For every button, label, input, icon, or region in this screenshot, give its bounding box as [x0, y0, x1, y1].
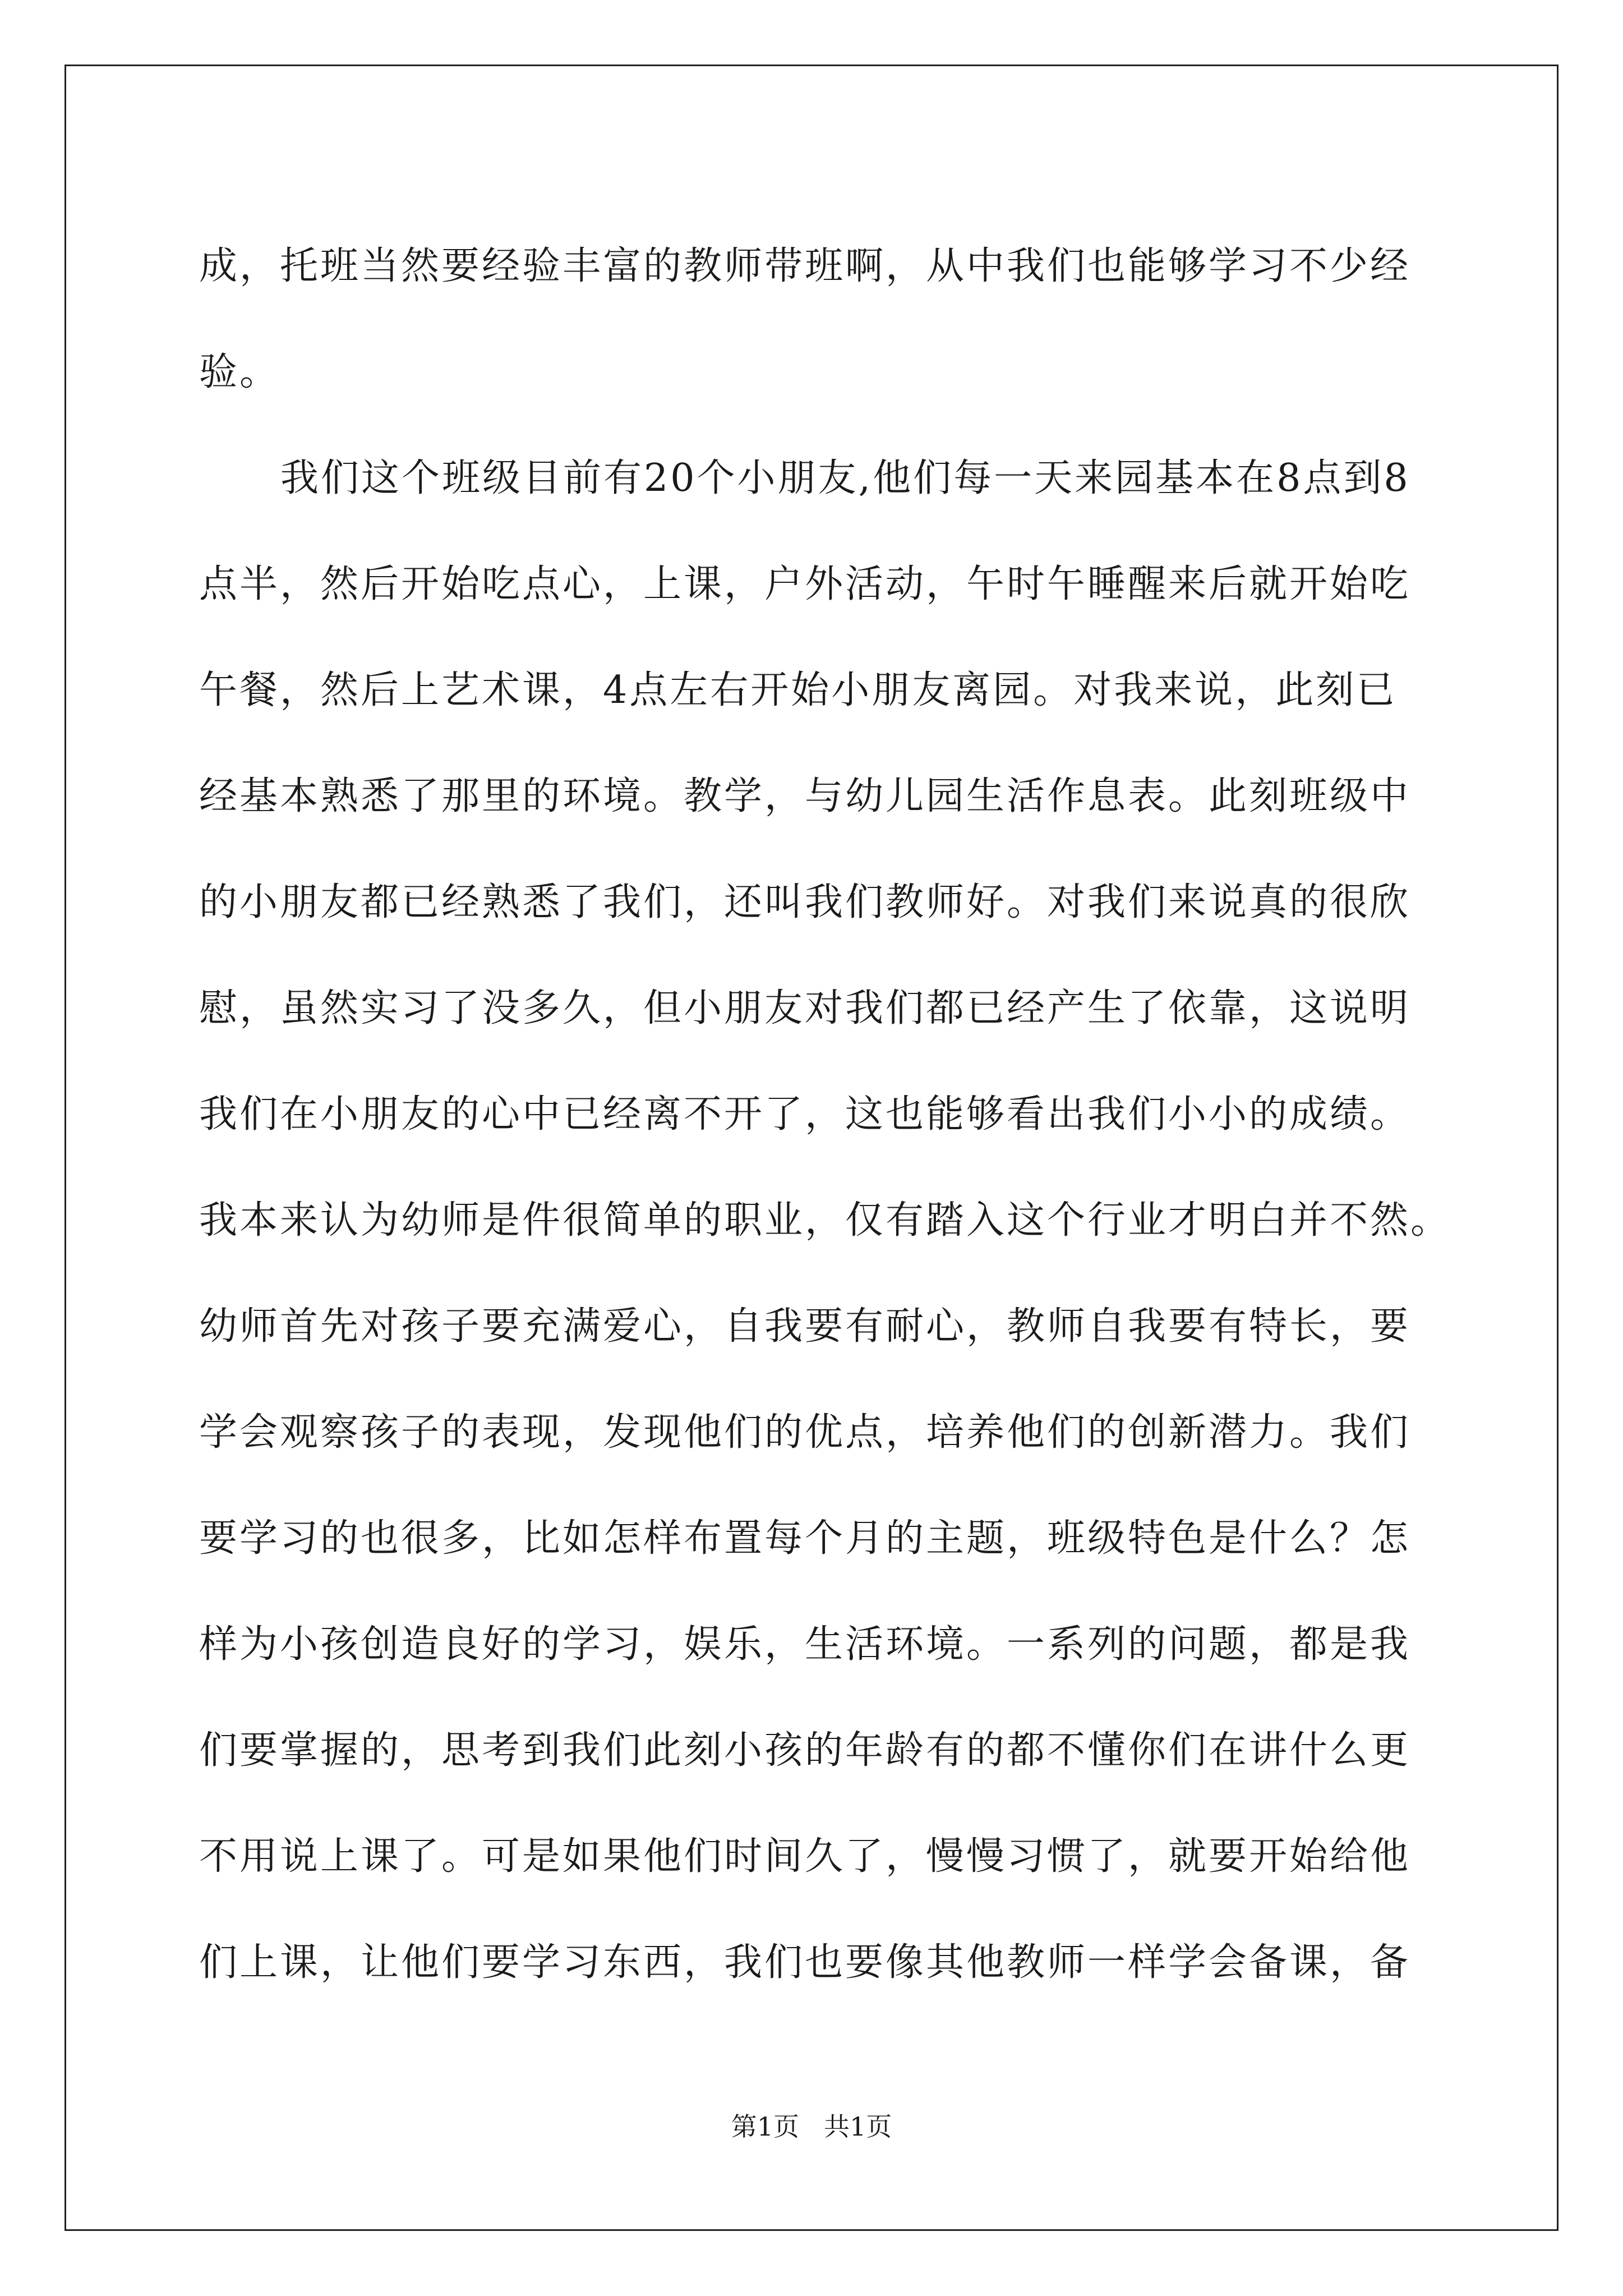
text-line: 们要掌握的，思考到我们此刻小孩的年龄有的都不懂你们在讲什么更	[199, 1728, 1411, 1773]
text-line: 慰，虽然实习了没多久，但小朋友对我们都已经产生了依靠，这说明	[199, 986, 1411, 1030]
text-line: 午餐，然后上艺术课，4点左右开始小朋友离园。对我来说，此刻已	[199, 668, 1397, 712]
text-line: 我们在小朋友的心中已经离不开了，这也能够看出我们小小的成绩。	[199, 1092, 1411, 1137]
page-footer	[0, 2106, 1623, 2143]
page-number-current: 第1页	[731, 2111, 800, 2142]
text-line: 的小朋友都已经熟悉了我们，还叫我们教师好。对我们来说真的很欣	[199, 880, 1411, 924]
paragraph-1	[199, 213, 1433, 425]
page-number-total: 共1页	[823, 2111, 892, 2142]
text-line: 样为小孩创造良好的学习，娱乐，生活环境。一系列的问题，都是我	[199, 1622, 1411, 1667]
text-line: 幼师首先对孩子要充满爱心，自我要有耐心，教师自我要有特长，要	[199, 1304, 1411, 1349]
text-line: 点半，然后开始吃点心，上课，户外活动，午时午睡醒来后就开始吃	[199, 562, 1411, 606]
text-line: 验。	[199, 350, 280, 394]
text-line: 不用说上课了。可是如果他们时间久了，慢慢习惯了，就要开始给他	[199, 1834, 1411, 1879]
text-line: 成，托班当然要经验丰富的教师带班啊，从中我们也能够学习不少经	[199, 244, 1411, 288]
text-line: 学会观察孩子的表现，发现他们的优点，培养他们的创新潜力。我们	[199, 1410, 1411, 1455]
paragraph-2	[199, 425, 1451, 2016]
text-line: 经基本熟悉了那里的环境。教学，与幼儿园生活作息表。此刻班级中	[199, 774, 1411, 818]
text-line: 我本来认为幼师是件很简单的职业，仅有踏入这个行业才明白并不然。	[199, 1198, 1451, 1243]
text-line: 我们这个班级目前有20个小朋友,他们每一天来园基本在8点到8	[280, 456, 1410, 500]
text-line: 们上课，让他们要学习东西，我们也要像其他教师一样学会备课，备	[199, 1940, 1411, 1985]
text-line: 要学习的也很多，比如怎样布置每个月的主题，班级特色是什么？怎	[199, 1516, 1411, 1561]
document-body	[199, 213, 1451, 2016]
